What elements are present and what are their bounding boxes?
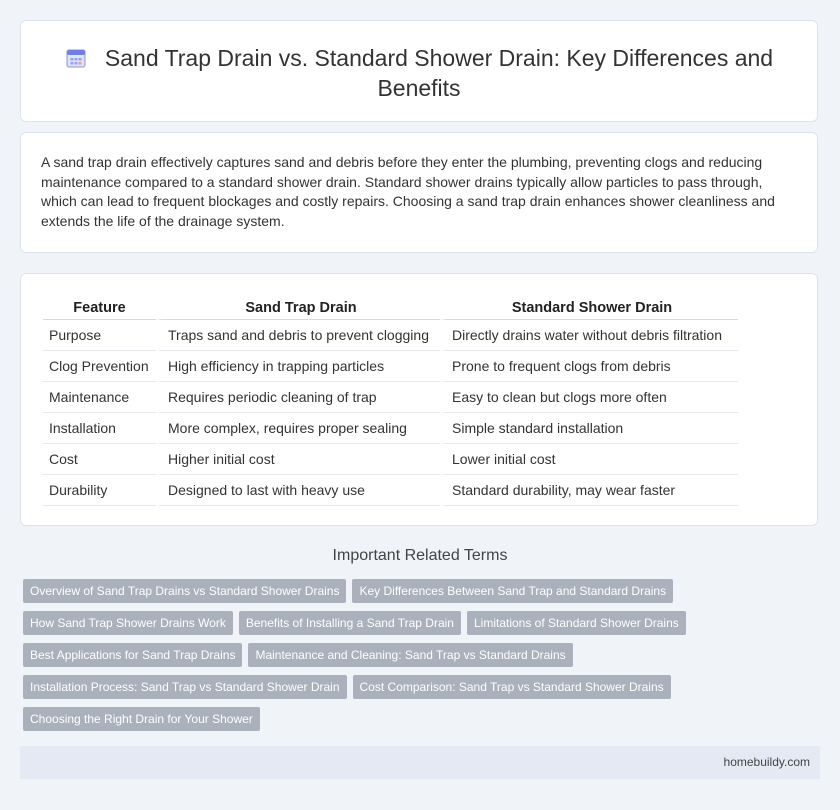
table-cell-standard: Directly drains water without debris filtration — [440, 320, 738, 351]
table-row — [43, 444, 738, 475]
table-cell-sand-trap: Requires periodic cleaning of trap — [156, 382, 440, 413]
table-cell-sand-trap: More complex, requires proper sealing — [156, 413, 440, 444]
calendar-icon — [65, 46, 87, 68]
table-cell-feature: Purpose — [43, 320, 156, 351]
related-term-tag[interactable]: Cost Comparison: Sand Trap vs Standard Shower Drains — [353, 675, 671, 699]
table-cell-feature: Installation — [43, 413, 156, 444]
table-cell-sand-trap: Traps sand and debris to prevent clogging — [156, 320, 440, 351]
table-row — [43, 413, 738, 444]
table-cell-standard: Prone to frequent clogs from debris — [440, 351, 738, 382]
column-header-feature: Feature — [43, 295, 156, 320]
column-header-standard: Standard Shower Drain — [440, 295, 738, 320]
footer-site-link[interactable]: homebuildy.com — [723, 755, 810, 769]
related-terms-list — [23, 579, 723, 739]
related-term-tag[interactable]: Installation Process: Sand Trap vs Standard Shower Drain — [23, 675, 347, 699]
column-header-sand-trap: Sand Trap Drain — [156, 295, 440, 320]
table-cell-standard: Easy to clean but clogs more often — [440, 382, 738, 413]
related-term-tag[interactable]: Benefits of Installing a Sand Trap Drain — [239, 611, 461, 635]
table-row — [43, 382, 738, 413]
table-cell-feature: Maintenance — [43, 382, 156, 413]
footer-bar — [20, 746, 820, 779]
table-cell-standard: Standard durability, may wear faster — [440, 475, 738, 506]
related-term-tag[interactable]: How Sand Trap Shower Drains Work — [23, 611, 233, 635]
related-term-tag[interactable]: Key Differences Between Sand Trap and Standard Drains — [352, 579, 673, 603]
table-row — [43, 475, 738, 506]
related-term-tag[interactable]: Maintenance and Cleaning: Sand Trap vs Standard Drains — [248, 643, 572, 667]
table-cell-standard: Simple standard installation — [440, 413, 738, 444]
related-term-tag[interactable]: Overview of Sand Trap Drains vs Standard Shower Drains — [23, 579, 346, 603]
related-term-tag[interactable]: Best Applications for Sand Trap Drains — [23, 643, 242, 667]
related-term-tag[interactable]: Limitations of Standard Shower Drains — [467, 611, 686, 635]
intro-paragraph: A sand trap drain effectively captures sand and debris before they enter the plumbing, preventing clogs and reducing maintenance compared to a standard shower drain. Standard shower drains typically allow particles to pass through, which can lead to frequent blockages and costly repairs. Choosing a sand trap drain enhances shower cleanliness and extends the life of the drainage system. — [41, 154, 775, 229]
table-cell-feature: Cost — [43, 444, 156, 475]
table-cell-sand-trap: High efficiency in trapping particles — [156, 351, 440, 382]
table-row — [43, 320, 738, 351]
comparison-card — [20, 273, 818, 526]
table-cell-feature: Clog Prevention — [43, 351, 156, 382]
table-cell-sand-trap: Higher initial cost — [156, 444, 440, 475]
comparison-table — [43, 295, 738, 506]
title-card — [20, 20, 818, 122]
table-row — [43, 351, 738, 382]
table-header-row — [43, 295, 738, 320]
related-terms-heading: Important Related Terms — [332, 547, 508, 564]
table-cell-sand-trap: Designed to last with heavy use — [156, 475, 440, 506]
page-title-wrap — [21, 43, 817, 103]
table-cell-feature: Durability — [43, 475, 156, 506]
page-title: Sand Trap Drain vs. Standard Shower Drain: Key Differences and Benefits — [104, 45, 774, 101]
table-cell-standard: Lower initial cost — [440, 444, 738, 475]
intro-card — [20, 132, 818, 253]
related-term-tag[interactable]: Choosing the Right Drain for Your Shower — [23, 707, 260, 731]
